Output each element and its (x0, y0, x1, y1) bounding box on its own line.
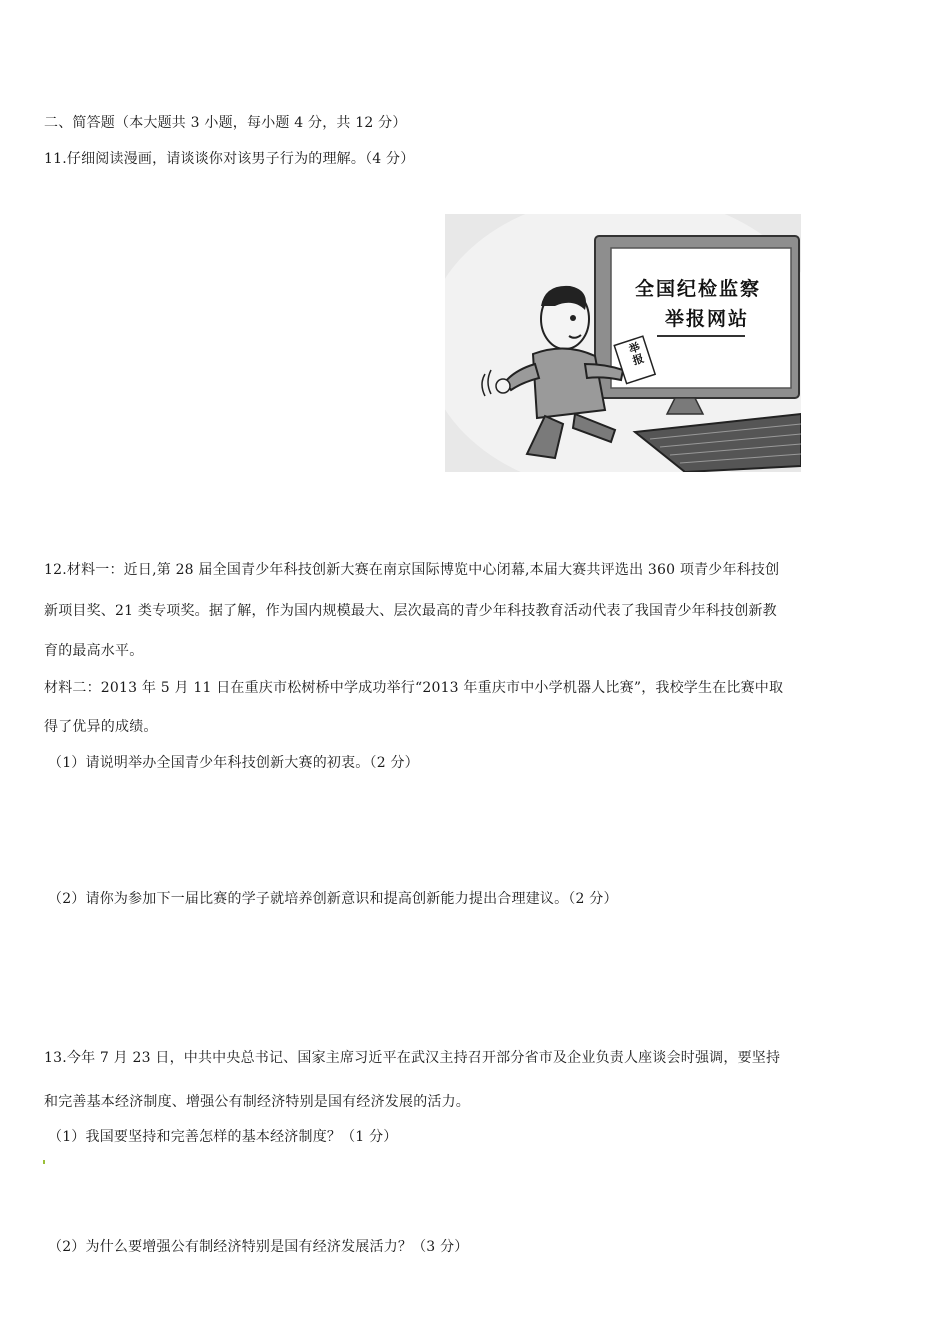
section-heading: 二、简答题（本大题共 3 小题，每小题 4 分，共 12 分） (44, 115, 407, 131)
scan-dot (43, 1160, 45, 1164)
report-note-text: 举报 (627, 340, 646, 368)
q13-line2: 和完善基本经济制度、增强公有制经济特别是国有经济发展的活力。 (44, 1094, 470, 1110)
monitor-text-line2: 举报网站 (665, 308, 750, 330)
q12-sub2: （2）请你为参加下一届比赛的学子就培养创新意识和提高创新能力提出合理建议。（2 分） (48, 891, 618, 907)
cartoon-illustration (445, 214, 801, 472)
q12-material2-line1: 材料二：2013 年 5 月 11 日在重庆市松树桥中学成功举行“2013 年重庆市中小学机器人比赛”，我校学生在比赛中取 (44, 680, 784, 696)
question-11: 11.仔细阅读漫画，请谈谈你对该男子行为的理解。（4 分） (44, 151, 415, 167)
q12-material1-line2: 新项目奖、21 类专项奖。据了解，作为国内规模最大、层次最高的青少年科技教育活动代表了我国青少年科技创新教 (44, 603, 777, 619)
q12-material1-line3: 育的最高水平。 (44, 643, 144, 659)
q13-sub1: （1）我国要坚持和完善怎样的基本经济制度？（1 分） (48, 1129, 398, 1145)
q13-line1: 13.今年 7 月 23 日，中共中央总书记、国家主席习近平在武汉主持召开部分省市及企业负责人座谈会时强调，要坚持 (44, 1050, 781, 1066)
q13-sub2: （2）为什么要增强公有制经济特别是国有经济发展活力？（3 分） (48, 1239, 469, 1255)
q12-material2-line2: 得了优异的成绩。 (44, 719, 158, 735)
q12-material1-line1: 12.材料一：近日,第 28 届全国青少年科技创新大赛在南京国际博览中心闭幕,本届大赛共评选出 360 项青少年科技创 (44, 562, 780, 578)
q12-sub1: （1）请说明举办全国青少年科技创新大赛的初衷。（2 分） (48, 755, 419, 771)
monitor-text-line1: 全国纪检监察 (635, 278, 762, 300)
